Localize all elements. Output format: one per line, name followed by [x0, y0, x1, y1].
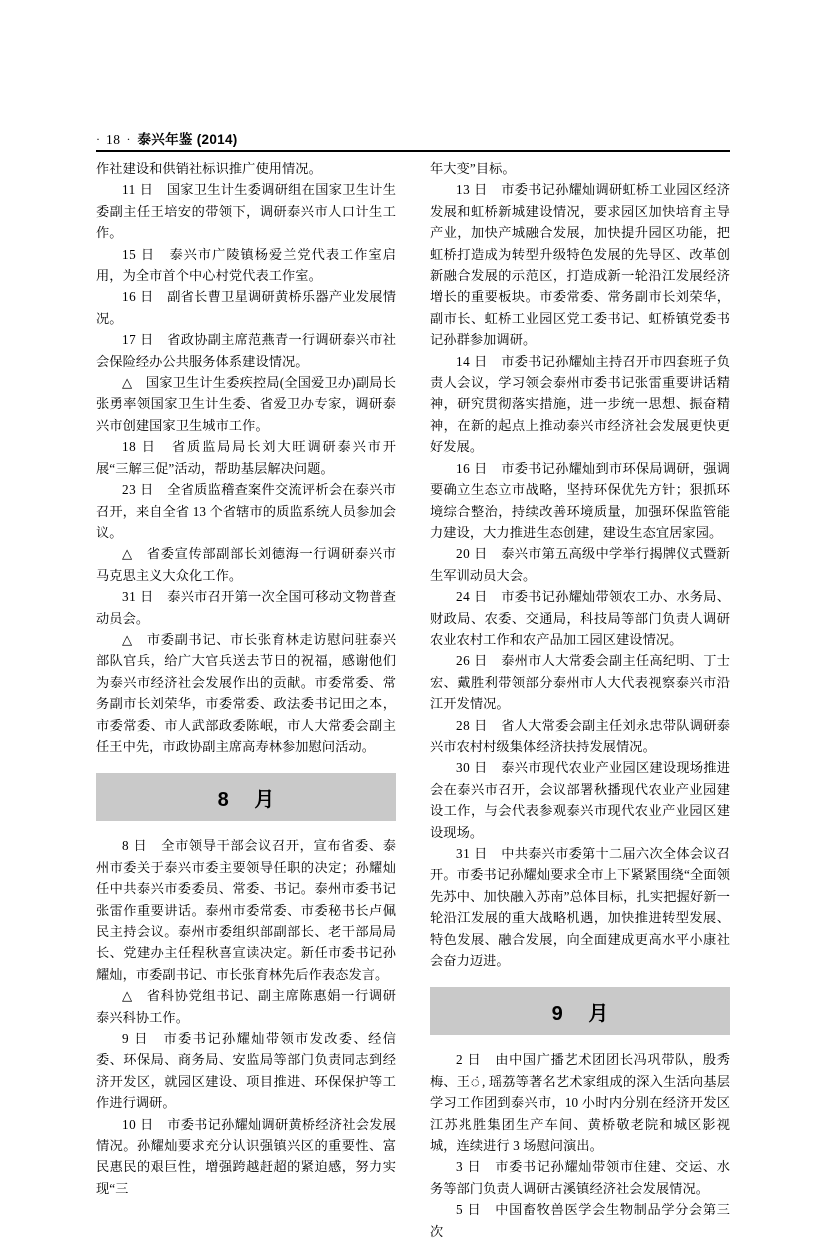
entry-date: 24 日: [456, 589, 489, 605]
chronicle-entry: [96, 835, 396, 985]
entry-text: 中国畜牧兽医学会生物制品学分会第三次: [430, 1202, 730, 1239]
book-title: 泰兴年鉴 (2014): [137, 132, 238, 147]
month-heading-band: [96, 773, 396, 821]
chronicle-entry: [96, 179, 396, 243]
entry-date: 14 日: [456, 353, 489, 369]
entry-text: 省人大常委会副主任刘永忠带队调研泰兴市农村村级集体经济扶持发展情况。: [430, 717, 731, 754]
chronicle-entry: [430, 650, 730, 714]
paragraph: 年大变”目标。: [430, 161, 516, 176]
header-rule: [96, 150, 730, 152]
month-heading-label: 8 月: [217, 788, 285, 811]
entry-date: 28 日: [456, 717, 489, 733]
entry-date: 16 日: [456, 460, 489, 476]
entry-date: 11 日: [122, 182, 154, 198]
chronicle-entry: [430, 543, 730, 586]
chronicle-entry: [96, 543, 396, 586]
chronicle-entry: [96, 372, 396, 436]
entry-text: 泰兴市现代农业产业园区建设现场推进会在泰兴市召开，会议部署秋播现代农业产业园建设工作，与会代表参观泰兴市现代农业产业园区建设现场。: [430, 760, 731, 840]
entry-text: 市委书记孙耀灿到市环保局调研，强调要确立生态立市战略，坚持环保优先方针；狠抓环境综合整治，持续改善环境质量，加强环保监管能力建设，大力推进生态创建，建设生态宜居家园。: [430, 460, 731, 540]
month-heading-label: 9 月: [551, 1002, 619, 1025]
chronicle-entry: [430, 715, 730, 758]
entry-text: 省委宣传部副部长刘德海一行调研泰兴市马克思主义大众化工作。: [96, 546, 396, 583]
entry-date: 9 日: [122, 1031, 150, 1047]
entry-text: 省科协党组书记、副主席陈惠娟一行调研泰兴科协工作。: [96, 988, 396, 1025]
chronicle-entry: [96, 629, 396, 757]
chronicle-entry: [430, 757, 730, 843]
entry-date: 26 日: [456, 653, 489, 669]
entry-text: 市委书记孙耀灿带领市住建、交运、水务等部门负责人调研古溪镇经济社会发展情况。: [430, 1159, 730, 1196]
entry-text: 市委副书记、市长张育林走访慰问驻泰兴部队官兵，给广大官兵送去节日的祝福，感谢他们为泰兴市经济社会发展作出的贡献。市委常委、常务副市长刘荣华，市委常委、政法委书记田之本，市委常委、市人武部政委陈岷，市人大常委会副主任王中先，市政协副主席高寿林参加慰问活动。: [96, 631, 396, 754]
chronicle-entry: [96, 1114, 396, 1200]
entry-text: 中共泰兴市委第十二届六次全体会议召开。市委书记孙耀灿要求全市上下紧紧围绕“全面领先苏中、加快融入苏南”总体目标，扎实把握好新一轮沿江发展的重大战略机遇，加快推进转型发展、特色发展、融合发展，向全面建成更高水平小康社会奋力迈进。: [430, 846, 731, 969]
entry-date: 5 日: [456, 1202, 482, 1218]
body-columns: [96, 158, 731, 1239]
chronicle-entry: [430, 458, 730, 544]
entry-date: 30 日: [456, 760, 489, 776]
chronicle-entry: [430, 586, 730, 650]
chronicle-entry: [96, 985, 396, 1028]
entry-date: 16 日: [122, 289, 155, 305]
entry-date: 2 日: [456, 1052, 482, 1068]
entry-text: 泰兴市第五高级中学举行揭牌仪式暨新生军训动员大会。: [430, 546, 731, 583]
chronicle-entry: [430, 1156, 730, 1199]
entry-date: △: [122, 988, 134, 1004]
entry-text: 由中国广播艺术团团长冯巩带队，殷秀梅、王், 瑶荔等著名艺术家组成的深入生活向基层学习工作团到泰兴市，10 小时内分别在经济开发区江苏兆胜集团生产车间、黄桥敬老院和城区影视城，连续进行 3 场慰问演出。: [430, 1052, 730, 1154]
entry-date: 10 日: [122, 1116, 155, 1132]
chronicle-entry: [96, 286, 396, 329]
entry-text: 全省质监稽查案件交流评析会在泰兴市召开，来自全省 13 个省辖市的质监系统人员参加会议。: [96, 482, 397, 540]
chronicle-entry: [430, 179, 730, 350]
entry-text: 市委书记孙耀灿调研虹桥工业园区经济发展和虹桥新城建设情况，要求园区加快培育主导产业，加快产城融合发展，加快提升园区功能，把虹桥打造成为转型升级特色发展的先导区、改革创新融合发展的示范区，打造成新一轮沿江发展经济增长的重要板块。市委常委、常务副市长刘荣华，副市长、虹桥工业园区党工委书记、虹桥镇党委书记孙群参加调研。: [430, 182, 731, 348]
entry-date: △: [122, 631, 134, 647]
entry-text: 泰兴市召开第一次全国可移动文物普查动员会。: [96, 589, 397, 626]
entry-text: 国家卫生计生委调研组在国家卫生计生委副主任王培安的带领下，调研泰兴市人口计生工作。: [96, 182, 397, 241]
entry-date: 13 日: [456, 182, 489, 198]
entry-date: 23 日: [122, 482, 155, 498]
entry-text: 泰兴市广陵镇杨爱兰党代表工作室启用，为全市首个中心村党代表工作室。: [96, 246, 396, 284]
page-number: 18: [106, 132, 121, 147]
chronicle-entry: [96, 1028, 396, 1114]
entry-date: 31 日: [122, 589, 155, 605]
entry-text: 市委书记孙耀灿主持召开市四套班子负责人会议，学习领会泰州市委书记张雷重要讲话精神，研究贯彻落实措施，进一步统一思想、振奋精神，在新的起点上推动泰兴市经济社会发展更快更好发展。: [430, 353, 731, 455]
entry-text: 省质监局局长刘大旺调研泰兴市开展“三解三促”活动，帮助基层解决问题。: [96, 439, 396, 476]
entry-date: 15 日: [122, 246, 156, 262]
entry-date: △: [122, 375, 133, 391]
page-header: [96, 126, 730, 148]
entry-text: 市委书记孙耀灿带领市发改委、经信委、环保局、商务局、安监局等部门负责同志到经济开发区，就园区建设、项目推进、环保保护等工作进行调研。: [96, 1031, 396, 1111]
chronicle-entry: [430, 843, 730, 971]
entry-date: 20 日: [456, 546, 489, 562]
paragraph: 作社建设和供销社标识推广使用情况。: [96, 161, 322, 176]
entry-date: 17 日: [122, 332, 155, 348]
chronicle-entry: [96, 586, 396, 629]
month-heading-band: [430, 987, 730, 1035]
header-bullet-left: ·: [96, 132, 100, 146]
chronicle-entry: [96, 479, 396, 543]
entry-text: 市委书记孙耀灿带领农工办、水务局、财政局、农委、交通局，科技局等部门负责人调研农业农村工作和农产品加工园区建设情况。: [430, 589, 731, 647]
right-column: [430, 158, 731, 1239]
chronicle-entry: [96, 329, 396, 372]
left-column: [96, 158, 397, 1196]
entry-date: 8 日: [122, 838, 148, 854]
chronicle-entry: [430, 351, 730, 458]
entry-date: 31 日: [456, 846, 489, 861]
entry-text: 国家卫生计生委疾控局(全国爱卫办)副局长张勇率领国家卫生计生委、省爱卫办专家，调研泰兴市创建国家卫生城市工作。: [96, 375, 396, 433]
entry-text: 全市领导干部会议召开，宣布省委、泰州市委关于泰兴市委主要领导任职的决定；孙耀灿任中共泰兴市委委员、常委、书记。泰州市委书记张雷作重要讲话。泰州市委常委、市委秘书长卢佩民主持会议。泰州市委组织部副部长、老干部局局长、党建办主任程秋喜宣读决定。新任市委书记孙耀灿，市委副书记、市长张育林先后作表态发言。: [96, 838, 396, 982]
entry-date: 18 日: [122, 439, 158, 455]
chronicle-entry: [430, 1199, 730, 1242]
entry-text: 副省长曹卫星调研黄桥乐器产业发展情况。: [96, 289, 397, 326]
header-bullet-right: ·: [126, 132, 131, 146]
chronicle-entry: [96, 436, 396, 479]
chronicle-entry: [96, 244, 396, 287]
entry-date: △: [122, 546, 134, 562]
entry-text: 省政协副主席范燕青一行调研泰兴市社会保险经办公共服务体系建设情况。: [96, 332, 397, 369]
chronicle-entry: [430, 1049, 730, 1156]
entry-date: 3 日: [456, 1159, 482, 1175]
entry-text: 市委书记孙耀灿调研黄桥经济社会发展情况。孙耀灿要求充分认识强镇兴区的重要性、富民惠民的艰巨性，增强跨越赶超的紧迫感，努力实现“三: [96, 1116, 397, 1196]
entry-text: 泰州市人大常委会副主任高纪明、丁士宏、戴胜利带领部分泰州市人大代表视察泰兴市沿江开发情况。: [430, 653, 731, 712]
